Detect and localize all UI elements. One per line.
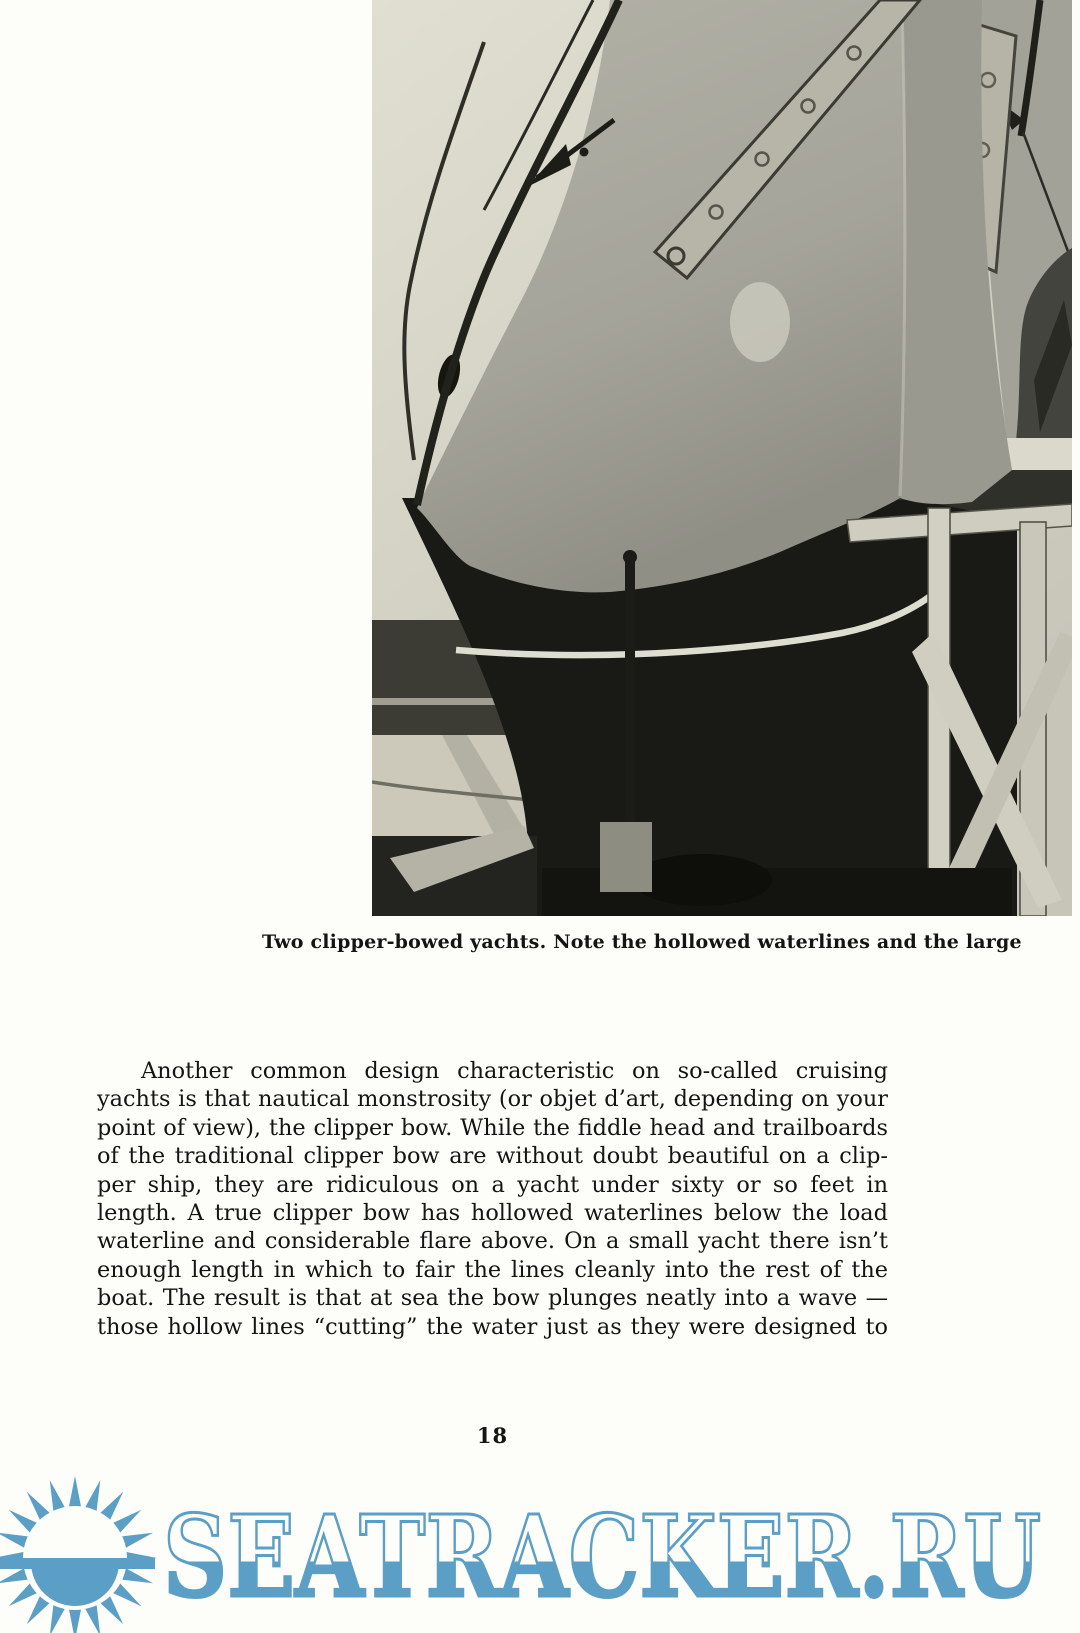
body-line: Another common design characteristic on so-called cruising (141, 1058, 888, 1084)
page-number: 18 (476, 1423, 509, 1448)
body-line: of the traditional clipper bow are without doubt beautiful on a clip- (97, 1143, 888, 1170)
body-line: boat. The result is that at sea the bow plunges neatly into a wave — (97, 1285, 888, 1312)
body-line: waterline and considerable flare above. On a small yacht there isn’t (97, 1228, 888, 1255)
body-line: those hollow lines “cutting” the water just as they were designed to (97, 1313, 888, 1340)
body-line: per ship, they are ridiculous on a yacht under sixty or so feet in (97, 1171, 888, 1198)
body-line: length. A true clipper bow has hollowed waterlines below the load (97, 1199, 888, 1226)
sun-icon (0, 1476, 157, 1633)
body-line: enough length in which to fair the lines cleanly into the rest of the (97, 1256, 888, 1283)
figure-caption: Two clipper-bowed yachts. Note the hollowed waterlines and the large (262, 931, 1022, 953)
body-line: yachts is that nautical monstrosity (or objet d’art, depending on your (97, 1086, 888, 1113)
body-paragraph (97, 1057, 888, 1341)
watermark-text: SEATRACKER.RU (163, 1492, 1041, 1623)
yacht-photo (372, 0, 1072, 916)
body-line: point of view), the clipper bow. While the fiddle head and trailboards (97, 1114, 888, 1141)
watermark (0, 1400, 1080, 1633)
